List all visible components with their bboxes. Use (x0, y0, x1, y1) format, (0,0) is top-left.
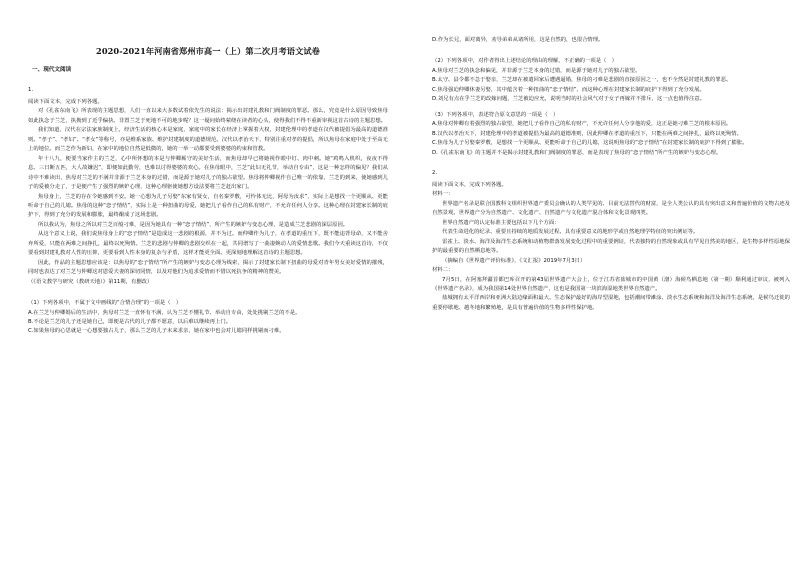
left-column (28, 0, 388, 562)
material-paragraph: 雷雀上、淡水、海洋及海洋生态系统和动植物群落发展变化过程中的重要例证，代表独特的自然现象或具有罕见自然美的地区，是生物多样性原地保护的最重要的自然栖息地等。 (432, 238, 790, 255)
question-stem: （3）下列各项中，表述符合原文意思的一项是（ ） (432, 111, 559, 118)
passage-paragraph: 我们知道，汉代在宗法家族制度上，经济生活的核心本是家庭，家庭中的家长在经济上掌握着大权，封建伦理中的孝道在汉代被提倡为最高的道德准则。“孝子”、“孝妇”、“孝女”等称号，亦是维系家族、维护封建制度的道德规范。汉代以孝治天下，特别注重对孝的提倡，所以焦母在家庭中处于至高无上的地位。而兰芝作为新妇，在家中的地位自然是低微的，她的一举一动都要受到婆婆的约束和管教。 (28, 127, 388, 153)
question-intro: 阅读下面文本，完成下列各题。 (28, 99, 103, 105)
answer-option: A.焦母对仲卿有着强烈的独占欲望，她把儿子看作自己的私有财产，不允许任何人分享他的爱，这正是她刁难兰芝的根本原因。 (432, 121, 732, 128)
answer-option: D.《孔雀东南飞》的主题并不是揭示封建礼教和门阀制度的罪恶，而是表现了焦母的“恋子情结”所产生的嫉妒与变态心理。 (432, 149, 722, 156)
material-paragraph: 7月5日，在阿塞拜疆首都巴库召开的第43届世界遗产大会上，位于江苏省盐城市的中国黄（渤）海候鸟栖息地（第一期）顺利通过审议，被列入《世界遗产名录》，成为我国第14处世界自然遗产，这也是我国第一块滨海湿地类世界自然遗产。 (432, 276, 790, 292)
passage-paragraph: 对《孔雀东南飞》所表现的主题思想，人们一直以来大多数试着依先生的说法：揭示出封建礼教和门阀制度的罪恶。那么，究竟是什么原因导致焦母如此执念于兰芝，执拗到了近乎偏执、非置兰芝于死地不可的地步呢？这一疑问始终萦绕在读者的心头，使得我们不得不重新审视这首古诗的主题思想。 (28, 108, 388, 124)
section-heading: 一、现代文阅读 (32, 67, 72, 73)
answer-option: C.如果焦母的心思就是一心想要独占儿子，那么兰芝的儿子未来求亲，她在家中也会对儿媳同样挑剔而刁难。 (28, 328, 285, 335)
passage-paragraph: 从这个意义上说，我们说焦母身上的“恋子情结”是造成这一悲剧的根源，并不为过。而仲卿作为儿子，在孝道的重压下，既不能违背母命，又不能舍弃所爱，只能在两难之间挣扎，最终以死殉情。兰芝的悲剧与仲卿的悲剧交织在一起，共同谱写了一曲凄婉动人的爱情悲歌。我们今天重读这首诗，不仅要看到封建礼教对人性的压抑，更要看到人性本身的复杂与矛盾，这样才能更全面、更深刻地理解这首诗的主题思想。 (28, 231, 388, 257)
question-stem: （2）下列各项中，对作者得出上述结论的理由的理解，不正确的一项是（ ） (432, 58, 618, 65)
answer-option: D.作为长兄，面对离异，劝导弟弟从诸所用，这是自然的，也很合情理。 (432, 37, 604, 43)
question-intro: 阅读下面文本，完成下列各题。 (432, 181, 507, 188)
answer-option: C.焦母强迫仲卿休妻另娶，其中蕴含着一种扭曲的“恋子情结”，而这种心理在封建家长制的庇护下得到了充分发展。 (432, 86, 705, 93)
answer-option: D.刘兄有点在乎兰芝的改嫁问题，兰芝被迫应允，说明当时的社会风气对于女子再嫁并不排斥，这一点也值得注意。 (432, 96, 705, 103)
right-column (432, 0, 790, 562)
passage-paragraph: 年十八九，便要当家作主的兰芝，心中所怀想的本是与仲卿厮守的美好生活，而焦母却早已将她视作眼中钉、肉中刺。她“鸡鸣入机织，夜夜不得息。三日断五匹，大人故嫌迟”，即便如此勤劳，也难以讨得婆婆的欢心。在焦母眼中，兰芝“此妇无礼节，举动自专由”，这是一种怎样的偏见？我们从诗中不难读出，焦母对兰芝的不满并非源于兰芝本身的过错，而是源于她对儿子的独占欲望。焦母将仲卿视作自己唯一的依靠，兰芝的到来，使她感到儿子的爱被分走了，于是便产生了强烈的嫉妒心理，这种心理驱使她想方设法要将兰芝赶出家门。 (28, 155, 388, 191)
material-paragraph: 代表生命进化的纪录、重要且持续的地质发展过程、具有重要意义的地形学或自然地理学特征的突出例证等。 (442, 229, 699, 236)
material-paragraph: 盐城拥有太平洋西岸和亚洲大陆边缘面积最大、生态保护最好的海岸型湿地，包括潮间带滩涂、淡水生态系统和海洋及海洋生态系统，是候鸟迁徙的重要停歇地、越冬地和繁殖地，是具有普遍价值的生物多样性保护地。 (432, 295, 790, 311)
material-label: 材料一： (432, 191, 454, 198)
answer-option: B.不论是兰芝的儿子还是她自己，即便是古代的儿子都不愿意，以后难以继续再上门。 (28, 318, 232, 325)
question-stem: （1）下列各项中，不属于文中画线的“合情合理”的一项是（ ） (28, 300, 182, 307)
answer-option: B.汉代以孝治天下，封建伦理中的孝道被提倡为最高的道德准则，因此仲卿在孝道的重压下，只能在两难之间挣扎，最终以死殉情。 (432, 130, 742, 137)
answer-option: A.焦母对兰芝的执念和偏见，并非源于兰芝本身的过错，而是源于她对儿子的独占欲望。 (432, 67, 641, 74)
question-number: 1. (28, 87, 34, 93)
answer-option: C.焦母为儿子另娶秦罗敷，是想找一个更顺从、更能听命于自己的儿媳，这说明焦母的“恋子情结”在封建家长制的庇护下得到了膨胀。 (432, 140, 748, 147)
material-paragraph: 世界遗产名录是联合国教科文组织世界遗产委员会确认的人类罕见的、目前无法替代的财富，是全人类公认的具有突出意义和普遍价值的文物古迹及自然景观。世界遗产分为自然遗产、文化遗产、自然遗产与文化遗产混合体和文化景观四类。 (432, 200, 790, 217)
page-title: 2020-2021年河南省郑州市高一（上）第二次月考语文试卷 (96, 46, 320, 56)
material-label: 材料二： (432, 267, 454, 274)
material-source: （摘编自《世界遗产评价标准》，《文汇报》2019年7月3日） (442, 257, 586, 264)
answer-option: A.在兰芝与仲卿婚后的生活中，焦母对兰芝一直怀有不满，认为兰芝不懂礼节、举动自专由，处处挑剔兰芝的不是。 (28, 309, 301, 316)
passage-paragraph: 所以我认为，焦母之所以对兰芝百般刁难，是因为她具有一种“恋子情结”，所产生的嫉妒与变态心理，是造成兰芝悲剧的深层原因。 (38, 221, 349, 228)
answer-option: B.太守、县令都不急于娶亲，兰芝却在被遣回家后遭遇逼婚，焦母的刁难是悲剧的直接原因之一，也不全然是封建礼教的罪恶。 (432, 77, 732, 84)
material-paragraph: 世界自然遗产的认定标准主要包括以下几个方面： (442, 219, 560, 226)
question-number: 2. (432, 169, 438, 176)
passage-paragraph: 焦母身上，兰芝的存在令她感到不安。她一心想为儿子另娶“东家有贤女，自名秦罗敷，可怜体无比，阿母为汝求”，实际上是想找一个更顺从、更能听命于自己的儿媳。焦母的这种“恋子情结”，实际上是一种扭曲的母爱，她把儿子看作自己的私有财产，不允许任何人分享。这种心理在封建家长制的庇护下，得到了充分的发展和膨胀，最终酿成了这场悲剧。 (28, 193, 388, 219)
passage-paragraph: 因此，作品的主题思想应该是：以焦母的“恋子情结”所产生的嫉妒与变态心理为线索，揭示了封建家长制下扭曲的母爱对青年男女美好爱情的摧残，同时也表达了对兰芝与仲卿这对恩爱夫妻的深切同情，以及对他们为追求爱情而不惜以死抗争的精神的赞美。 (28, 259, 388, 276)
passage-source: （《语文教学与研究（教研天地）》第11期，有删改） (28, 278, 153, 285)
